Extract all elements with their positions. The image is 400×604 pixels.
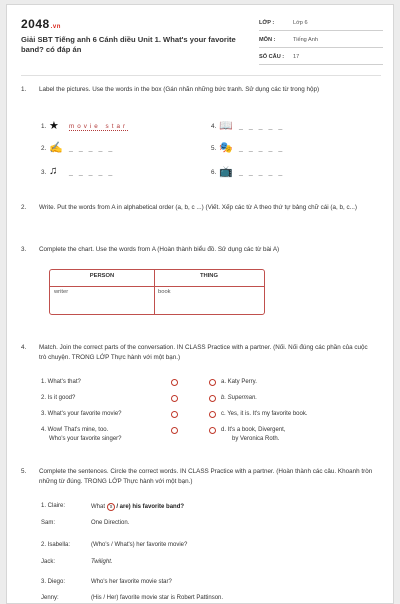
item-6-blank[interactable]: _ _ _ _ _: [239, 169, 285, 176]
speaker-isabella: 2. Isabella:: [41, 542, 71, 548]
chart-cell-thing[interactable]: book: [154, 286, 264, 310]
logo-suffix: .vn: [50, 24, 61, 30]
document-header: [7, 5, 393, 75]
item-5-blank[interactable]: _ _ _ _ _: [239, 145, 285, 152]
meta-row-class: LỚP : Lớp 6: [259, 17, 383, 31]
match-right-d: d. It's a book, Divergent,: [221, 427, 286, 433]
item-2-label: 2.: [41, 145, 47, 152]
match-dot-right-b[interactable]: [209, 395, 216, 402]
person-thing-chart: [49, 269, 265, 315]
actor-icon: 🎭: [219, 142, 233, 154]
book-icon: 📖: [219, 120, 233, 132]
item-5-label: 5.: [211, 145, 217, 152]
match-left-4-cont: Who's your favorite singer?: [49, 436, 122, 442]
speaker-claire: 1. Claire:: [41, 503, 66, 509]
match-left-4: 4. Wow! That's mine, too.: [41, 427, 109, 433]
match-dot-left-1[interactable]: [171, 379, 178, 386]
writer-icon: ✍: [49, 142, 63, 154]
match-dot-left-4[interactable]: [171, 427, 178, 434]
match-right-c: c. Yes, it is. It's my favorite book.: [221, 411, 308, 417]
sentence-3-reply[interactable]: (His / Her) favorite movie star is Robert Pattinson.: [91, 595, 224, 601]
music-note-icon: ♫: [49, 165, 58, 177]
speaker-diego: 3. Diego:: [41, 579, 66, 585]
item-3-blank[interactable]: _ _ _ _ _: [69, 169, 115, 176]
match-dot-right-d[interactable]: [209, 427, 216, 434]
logo-text: 2048: [21, 17, 50, 31]
item-1-answer: movie star: [69, 123, 129, 130]
item-3-label: 3.: [41, 169, 47, 176]
site-logo[interactable]: [21, 17, 61, 31]
speaker-sam: Sam:: [41, 520, 56, 526]
item-4-label: 4.: [211, 123, 217, 130]
page-title: Giải SBT Tiếng anh 6 Cánh diều Unit 1. What's your favorite band? có đáp án: [21, 35, 236, 54]
chart-header-person: PERSON: [89, 273, 115, 279]
match-left-3: 3. What's your favorite movie?: [41, 411, 122, 417]
match-left-2: 2. Is it good?: [41, 395, 76, 401]
sentence-3: Who's her favorite movie star?: [91, 579, 172, 585]
header-divider: [21, 75, 381, 76]
speaker-jenny: Jenny:: [41, 595, 59, 601]
chart-cell-person[interactable]: writer: [50, 286, 154, 310]
item-6-label: 6.: [211, 169, 217, 176]
match-dot-left-3[interactable]: [171, 411, 178, 418]
match-left-1: 1. What's that?: [41, 379, 81, 385]
meta-info: [259, 17, 383, 68]
match-dot-right-c[interactable]: [209, 411, 216, 418]
meta-row-subject: MÔN : Tiếng Anh: [259, 34, 383, 48]
match-dot-right-a[interactable]: [209, 379, 216, 386]
sentence-2[interactable]: (Who's / What's) her favorite movie?: [91, 542, 188, 548]
sentence-1-reply: One Direction.: [91, 520, 130, 526]
item-2-blank[interactable]: _ _ _ _ _: [69, 145, 115, 152]
sentence-2-reply: Twilight.: [91, 559, 113, 565]
chart-header-thing: THING: [199, 273, 219, 279]
star-icon: ★: [49, 120, 59, 132]
speaker-jack: Jack:: [41, 559, 56, 565]
item-1-label: 1.: [41, 123, 47, 130]
circled-answer[interactable]: 's: [107, 503, 115, 511]
item-4-blank[interactable]: _ _ _ _ _: [239, 123, 285, 130]
meta-row-count: SỐ CÂU : 17: [259, 51, 383, 65]
document-page: 2048.vn Giải SBT Tiếng anh 6 Cánh diều Unit 1. What's your favorite band? có đáp án LỚP : Lớp 6 MÔN : Tiếng Anh SỐ CÂU : 17 1. Label the pictures. Use the words in the box (Gán nhãn những bức tranh. Sử dụng các từ trong hộp) 1. ★ movie star 2. ✍ _ _ _ _ _ 3. ♫ _ _ _ _ _ 4. 📖 _ _ _ _ _ 5. 🎭 _ _ _ _ _ 6. 📺 _ _ _ _ _ 2. Write. Put the words from A in alphabetical order (a, b, c ...) (Viết. Xếp các từ A theo thứ tự bảng chữ cái (a, b, c...) 3. Complete the chart. Use the words from A (Hoàn thành biểu đồ. Sử dụng các từ bài A) PERSON THING writer book 4. Match. Join the correct parts of the conversation. IN CLASS Practice with a partner. (Nối. Nối đúng các phần của cuộc trò chuyện. TRONG LỚP Thực hành với một bạn.) 1. What's that? 2. Is it good? 3. What's your favorite movie? 4. Wow! That's mine, too. Who's your favorite singer? a. Katy Perry. b. Superman. c. Yes, it is. It's my favorite book. d. It's a book, Divergent, by Veronica Roth. 5. Complete the sentences. Circle the correct words. IN CLASS Practice with a partner. (Hoàn thành các câu. Khoanh tròn những từ đúng. TRONG LỚP Thực hành với một bạn.) 1. Claire: What 's / are) his favorite band? Sam: One Direction. 2. Isabella: (Who's / What's) her favorite movie? Jack: Twilight. 3. Diego: Who's her favorite movie star? Jenny: (His / Her) favorite movie star is Robert Pattinson.: [6, 4, 394, 604]
match-right-b: b. Superman.: [221, 395, 258, 401]
match-dot-left-2[interactable]: [171, 395, 178, 402]
sentence-1: What 's / are) his favorite band?: [91, 504, 185, 510]
match-right-d-cont: by Veronica Roth.: [232, 436, 280, 442]
tv-icon: 📺: [219, 166, 233, 178]
match-right-a: a. Katy Perry.: [221, 379, 257, 385]
